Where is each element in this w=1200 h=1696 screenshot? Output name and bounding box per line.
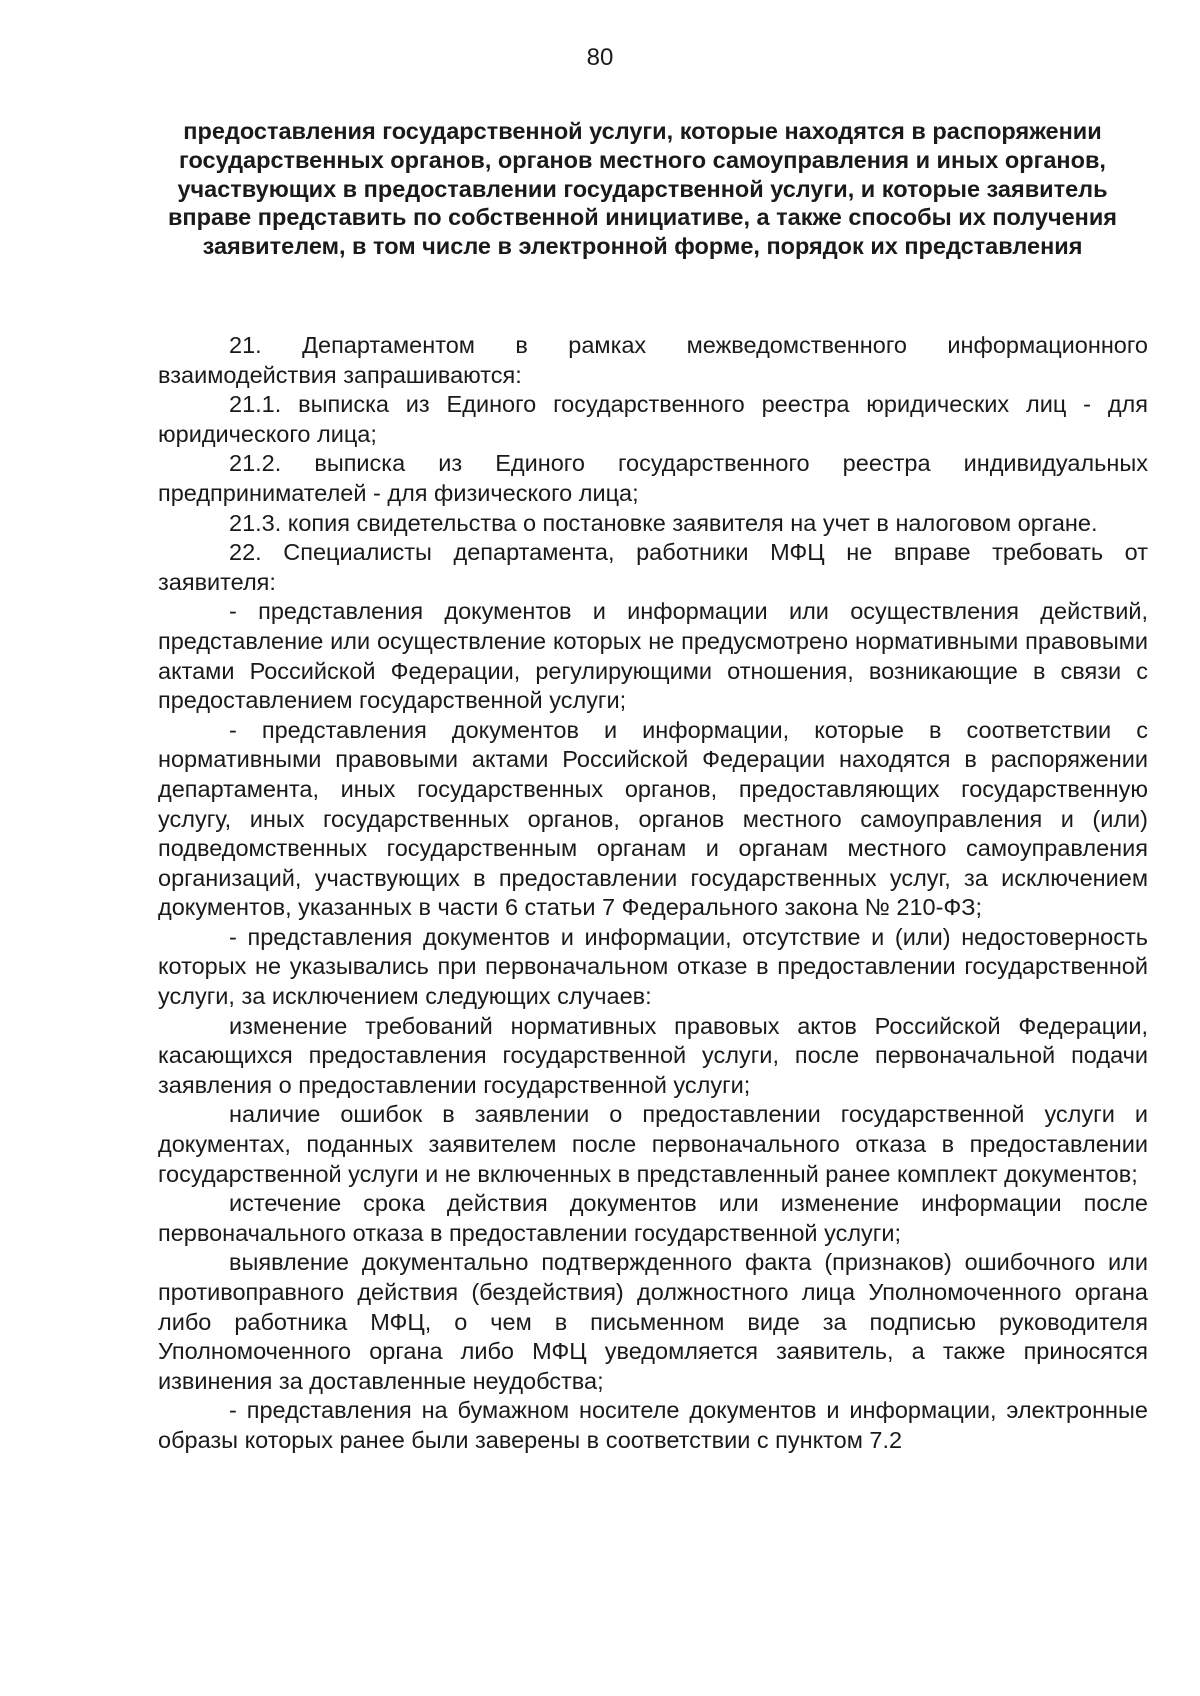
- paragraph-21-3: 21.3. копия свидетельства о постановке заявителя на учет в налоговом органе.: [229, 509, 1098, 536]
- paragraph-21-2: 21.2. выписка из Единого государственного реестра индивидуальных предпринимателей - для физического лица;: [158, 450, 1148, 506]
- list-item-unregulated-documents: - представления документов и информации или осуществления действий, представление или осуществление которых не предусмотрено нормативными правовыми актами Российской Федерации, регулирующими отношения, возникающие в связи с предоставлением государственной услуги;: [158, 598, 1148, 714]
- exception-official-misconduct: выявление документально подтвержденного факта (признаков) ошибочного или противоправного действия (бездействия) должностного лица Уполномоченного органа либо работника МФЦ, о чем в письменном виде за подписью руководителя Уполномоченного органа либо МФЦ уведомляется заявитель, а также приносятся извинения за доставленные неудобства;: [158, 1249, 1148, 1394]
- paragraph-21: 21. Департаментом в рамках межведомственного информационного взаимодействия запрашиваются:: [158, 332, 1148, 388]
- list-item-paper-documents: - представления на бумажном носителе документов и информации, электронные образы которых ранее были заверены в соответствии с пунктом 7.2: [158, 1397, 1148, 1453]
- exception-errors-in-application: наличие ошибок в заявлении о предоставлении государственной услуги и документах, поданных заявителем после первоначального отказа в предоставлении государственной услуги и не включенных в представленный ранее комплект документов;: [158, 1101, 1148, 1187]
- list-item-documents-held-by-agencies: - представления документов и информации, которые в соответствии с нормативными правовыми актами Российской Федерации находятся в распоряжении департамента, иных государственных органов, предоставляющих государственную услугу, иных государственных органов, органов местного самоуправления и (или) подведомственных государственным органам и органам местного самоуправления организаций, участвующих в предоставлении государственных услуг, за исключением документов, указанных в части 6 статьи 7 Федерального закона № 210-ФЗ;: [158, 716, 1148, 921]
- exception-document-expiry: истечение срока действия документов или изменение информации после первоначального отказа в предоставлении государственной услуги;: [158, 1190, 1148, 1246]
- page-number: 80: [586, 44, 614, 71]
- exception-requirements-change: изменение требований нормативных правовых актов Российской Федерации, касающихся предоставления государственной услуги, после первоначальной подачи заявления о предоставлении государственной услуги;: [158, 1012, 1148, 1098]
- document-body: [158, 331, 1148, 1456]
- paragraph-21-1: 21.1. выписка из Единого государственного реестра юридических лиц - для юридического лица;: [158, 391, 1148, 447]
- list-item-documents-not-indicated-at-refusal: - представления документов и информации, отсутствие и (или) недостоверность которых не указывались при первоначальном отказе в предоставлении государственной услуги, за исключением следующих случаев:: [158, 923, 1148, 1010]
- paragraph-22: 22. Специалисты департамента, работники МФЦ не вправе требовать от заявителя:: [158, 539, 1148, 595]
- section-heading: предоставления государственной услуги, которые находятся в распоряжении государственных органов, органов местного самоуправления и иных органов, участвующих в предоставлении государственной услуги, и которые заявитель вправе представить по собственной инициативе, а также способы их получения заявителем, в том числе в электронной форме, порядок их представления: [167, 118, 1118, 260]
